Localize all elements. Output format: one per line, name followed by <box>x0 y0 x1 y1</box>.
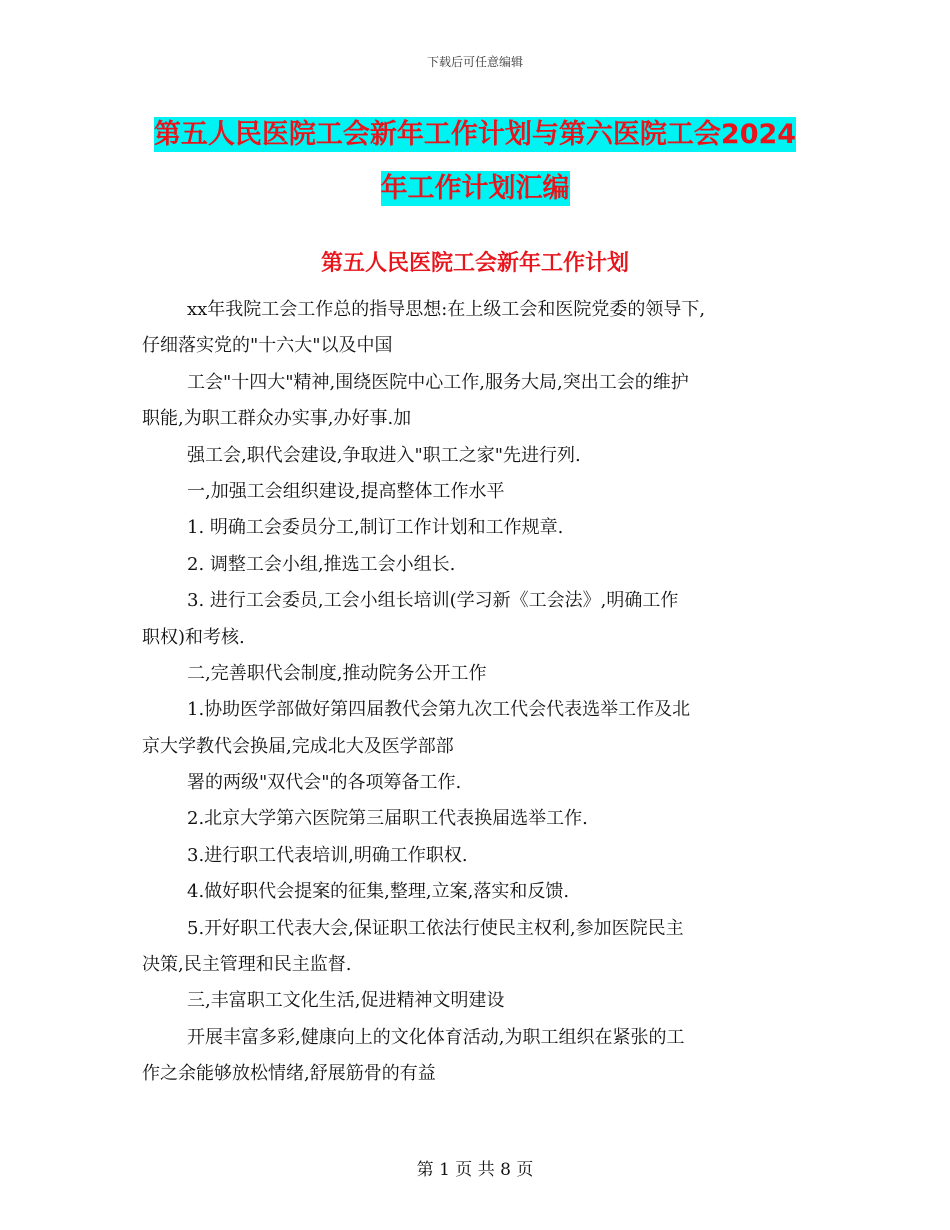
body-line: 三,丰富职工文化生活,促进精神文明建设 <box>187 990 505 1012</box>
body-line: 工会"十四大"精神,围绕医院中心工作,服务大局,突出工会的维护 <box>187 371 689 393</box>
body-line: 开展丰富多彩,健康向上的文化体育活动,为职工组织在紧张的工 <box>187 1026 685 1048</box>
body-line: 1. 明确工会委员分工,制订工作计划和工作规章. <box>187 517 564 539</box>
body-text <box>142 292 810 1093</box>
body-line: 京大学教代会换届,完成北大及医学部部 <box>142 735 454 757</box>
document-title-line-1 <box>0 108 950 162</box>
body-line: 作之余能够放松情绪,舒展筋骨的有益 <box>142 1063 436 1085</box>
body-line: 2. 调整工会小组,推选工会小组长. <box>187 553 456 575</box>
page-footer: 第 1 页 共 8 页 <box>416 1160 534 1180</box>
section-title: 第五人民医院工会新年工作计划 <box>320 251 629 276</box>
title-highlight-1: 第五人民医院工会新年工作计划与第六医院工会2024 <box>153 119 797 150</box>
body-line: 署的两级"双代会"的各项筹备工作. <box>187 772 462 794</box>
body-line: 职权)和考核. <box>142 626 245 648</box>
body-line: 3. 进行工会委员,工会小组长培训(学习新《工会法》,明确工作 <box>187 590 679 612</box>
body-line: 一,加强工会组织建设,提高整体工作水平 <box>187 480 505 502</box>
header-note: 下载后可任意编辑 <box>426 55 523 69</box>
body-line: 1.协助医学部做好第四届教代会第九次工代会代表选举工作及北 <box>187 699 691 721</box>
document-title <box>0 108 950 216</box>
body-line: 二,完善职代会制度,推动院务公开工作 <box>187 662 487 684</box>
body-line: 2.北京大学第六医院第三届职工代表换届选举工作. <box>187 808 588 830</box>
body-line: 4.做好职代会提案的征集,整理,立案,落实和反馈. <box>187 881 570 903</box>
body-line: 5.开好职工代表大会,保证职工依法行使民主权利,参加医院民主 <box>187 917 684 939</box>
body-line: 决策,民主管理和民主监督. <box>142 954 352 976</box>
title-highlight-2: 年工作计划汇编 <box>380 173 570 204</box>
document-title-line-2 <box>0 162 950 216</box>
body-line: 强工会,职代会建设,争取进入"职工之家"先进行列. <box>187 444 581 466</box>
body-line: 3.进行职工代表培训,明确工作职权. <box>187 844 468 866</box>
body-line: xx年我院工会工作总的指导思想:在上级工会和医院党委的领导下, <box>187 299 706 320</box>
body-line: 仔细落实党的"十六大"以及中国 <box>142 335 393 357</box>
body-line: 职能,为职工群众办实事,办好事.加 <box>142 408 412 430</box>
